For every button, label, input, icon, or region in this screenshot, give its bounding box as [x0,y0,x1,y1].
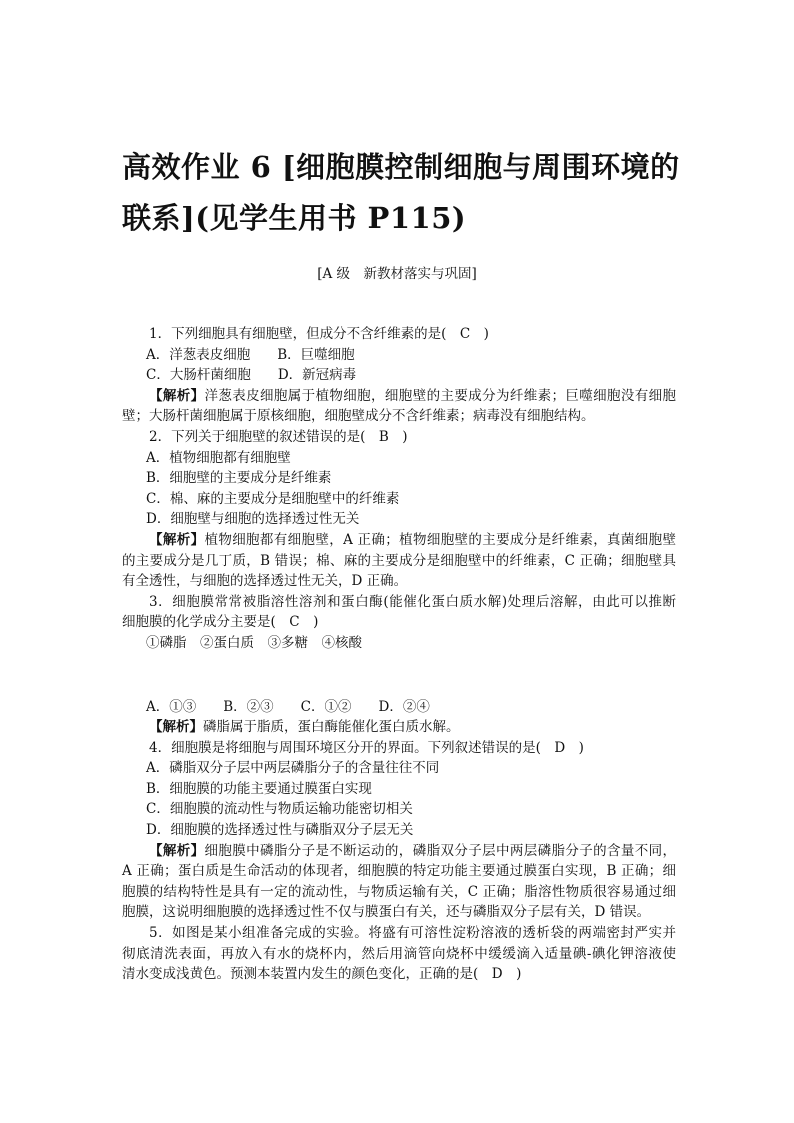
q2-option-b: B．细胞壁的主要成分是纤维素 [146,470,332,487]
q1-analysis-line-1 [122,386,676,407]
q1-analysis-line-2: 壁；大肠杆菌细胞属于原核细胞，细胞壁成分不含纤维素；病毒没有细胞结构。 [122,408,595,425]
spacer [122,654,676,697]
q2-option-d: D．细胞壁与细胞的选择透过性无关 [146,511,360,528]
q2-analysis-line-1 [122,530,676,551]
q3-analysis-text-1: 磷脂属于脂质，蛋白酶能催化蛋白质水解。 [203,719,460,736]
q4-option-c: C．细胞膜的流动性与物质运输功能密切相关 [146,801,413,818]
document-title [122,142,692,244]
q3-items: ①磷脂 ②蛋白质 ③多糖 ④核酸 [146,634,362,651]
q4-analysis-text-1: 细胞膜中磷脂分子是不断运动的，磷脂双分子层中两层磷脂分子的含量不同， [204,842,677,859]
question-list [122,324,676,985]
q4-stem: 4．细胞膜是将细胞与周围环境区分开的界面。下列叙述错误的是( D ) [149,739,584,756]
q2-analysis-text-1: 植物细胞都有细胞壁，A 正确；植物细胞壁的主要成分是纤维素，真菌细胞壁 [204,531,677,548]
q5-stem-line-3: 清水变成浅黄色。预测本装置内发生的颜色变化，正确的是( D ) [122,966,522,983]
q2-stem: 2．下列关于细胞壁的叙述错误的是( B ) [149,428,408,445]
q3-analysis-line-1 [122,717,676,738]
q1-stem: 1．下列细胞具有细胞壁，但成分不含纤维素的是( C ) [149,326,489,342]
q4-analysis-line-2: A 正确；蛋白质是生命活动的体现者，细胞膜的特定功能主要通过膜蛋白实现，B 正确；细 [122,863,676,880]
q4-analysis-line-1 [122,841,676,862]
q2-analysis-line-2: 的主要成分是几丁质，B 错误；棉、麻的主要成分是细胞壁中的纤维素，C 正确；细胞壁具 [122,552,676,569]
analysis-label: 【解析】 [149,387,205,404]
q3-options: A．①③ B．②③ C．①② D．②④ [146,698,430,715]
title-line-2: 联系](见学生用书 P115) [122,201,467,235]
q5-stem-line-1: 5．如图是某小组准备完成的实验。将盛有可溶性淀粉溶液的透析袋的两端密封严实并 [149,925,676,942]
q5-stem-line-2: 彻底清洗表面，再放入有水的烧杯内，然后用滴管向烧杯中缓缓滴入适量碘-碘化钾溶液使 [122,945,676,962]
q4-option-a: A．磷脂双分子层中两层磷脂分子的含量往往不同 [146,760,440,777]
q3-stem-line-2: 细胞膜的化学成分主要是( C ) [122,614,319,631]
analysis-label: 【解析】 [149,531,205,548]
title-line-1: 高效作业 6 [细胞膜控制细胞与周围环境的 [122,150,680,184]
q1-options-cd: C．大肠杆菌细胞 D．新冠病毒 [146,367,357,384]
q2-option-a: A．植物细胞都有细胞壁 [146,449,291,466]
q1-options-ab: A．洋葱表皮细胞 B．巨噬细胞 [146,346,355,363]
q4-analysis-line-3: 胞膜的结构特性是具有一定的流动性，与物质运输有关，C 正确；脂溶性物质很容易通过细 [122,883,676,900]
analysis-label: 【解析】 [149,719,203,736]
q1-analysis-text-1: 洋葱表皮细胞属于植物细胞，细胞壁的主要成分为纤维素；巨噬细胞没有细胞 [204,387,677,404]
q4-analysis-line-4: 胞膜，这说明细胞膜的选择透过性不仅与膜蛋白有关，还与磷脂双分子层有关，D 错误。 [122,904,651,921]
q4-option-d: D．细胞膜的选择透过性与磷脂双分子层无关 [146,822,414,839]
q2-analysis-line-3: 有全透性，与细胞的选择透过性无关，D 正确。 [122,573,408,590]
section-subtitle: [A 级 新教材落实与巩固] [317,266,477,282]
q2-option-c: C．棉、麻的主要成分是细胞壁中的纤维素 [146,490,400,507]
q4-option-b: B．细胞膜的功能主要通过膜蛋白实现 [146,780,372,797]
q3-stem-line-1: 3．细胞膜常常被脂溶性溶剂和蛋白酶(能催化蛋白质水解)处理后溶解，由此可以推断 [149,593,676,610]
analysis-label: 【解析】 [149,842,205,859]
